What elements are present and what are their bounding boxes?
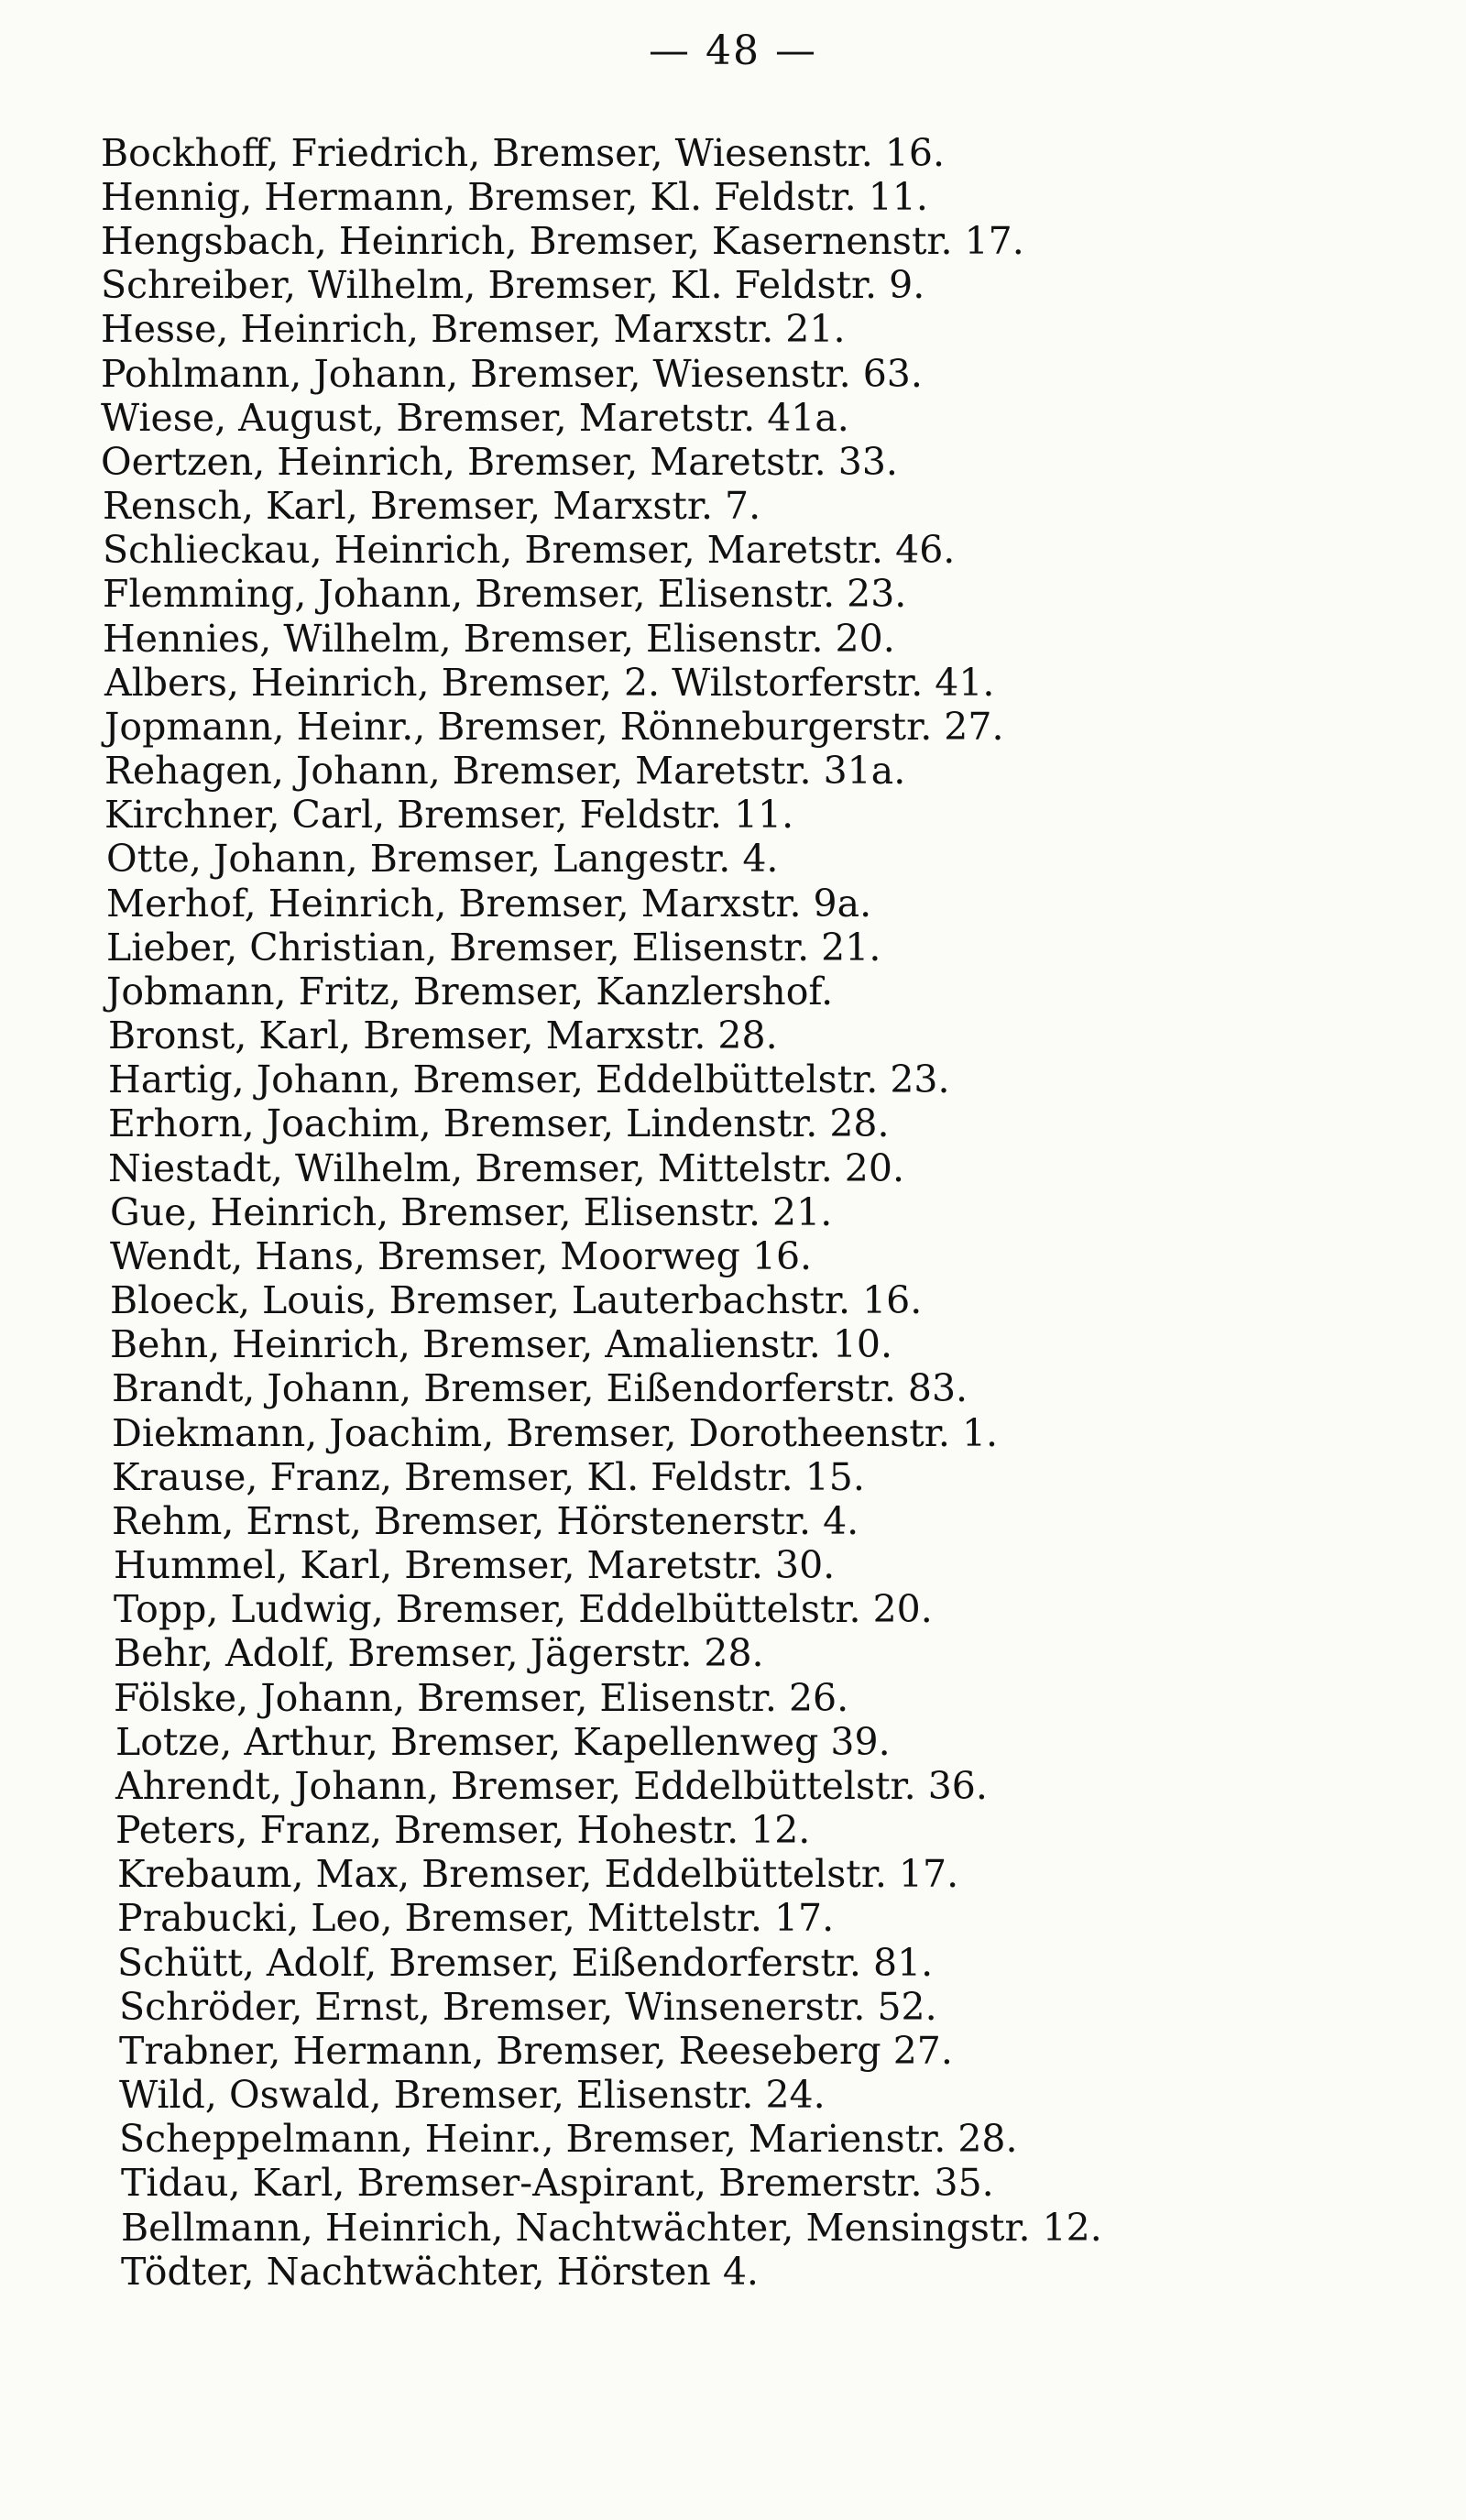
- directory-entry: Lotze, Arthur, Bremser, Kapellenweg 39.: [115, 1720, 891, 1764]
- directory-entry: Trabner, Hermann, Bremser, Reeseberg 27.: [119, 2029, 953, 2073]
- directory-entry: Flemming, Johann, Bremser, Elisenstr. 23.: [103, 572, 907, 616]
- directory-entry: Ahrendt, Johann, Bremser, Eddelbüttelstr. 36.: [115, 1764, 988, 1808]
- directory-entry: Scheppelmann, Heinr., Bremser, Marienstr. 28.: [119, 2117, 1018, 2161]
- directory-entry: Schröder, Ernst, Bremser, Winsenerstr. 52.: [119, 1985, 937, 2029]
- directory-entry: Bellmann, Heinrich, Nachtwächter, Mensingstr. 12.: [121, 2206, 1102, 2250]
- directory-entry: Brandt, Johann, Bremser, Eißendorferstr. 83.: [112, 1366, 968, 1410]
- directory-entry: Krebaum, Max, Bremser, Eddelbüttelstr. 17.: [117, 1852, 959, 1896]
- directory-entry: Gue, Heinrich, Bremser, Elisenstr. 21.: [110, 1190, 833, 1234]
- directory-entry: Jopmann, Heinr., Bremser, Rönneburgerstr. 27.: [104, 705, 1004, 749]
- directory-entry: Otte, Johann, Bremser, Langestr. 4.: [106, 837, 779, 881]
- directory-entry: Schreiber, Wilhelm, Bremser, Kl. Feldstr. 9.: [101, 263, 925, 307]
- directory-entry: Erhorn, Joachim, Bremser, Lindenstr. 28.: [108, 1101, 890, 1145]
- directory-entry: Diekmann, Joachim, Bremser, Dorotheenstr. 1.: [112, 1411, 999, 1455]
- directory-entry: Prabucki, Leo, Bremser, Mittelstr. 17.: [117, 1896, 835, 1940]
- directory-entry: Hummel, Karl, Bremser, Maretstr. 30.: [114, 1543, 836, 1587]
- directory-entry: Wiese, August, Bremser, Maretstr. 41a.: [101, 396, 849, 440]
- page-number: — 48 —: [649, 27, 817, 74]
- directory-entry: Krause, Franz, Bremser, Kl. Feldstr. 15.: [112, 1455, 865, 1499]
- directory-entry: Pohlmann, Johann, Bremser, Wiesenstr. 63.: [101, 352, 923, 396]
- directory-entry: Bronst, Karl, Bremser, Marxstr. 28.: [108, 1013, 778, 1057]
- directory-entry: Hesse, Heinrich, Bremser, Marxstr. 21.: [101, 307, 846, 351]
- directory-entry: Hennies, Wilhelm, Bremser, Elisenstr. 20.: [103, 617, 895, 661]
- directory-entry: Hennig, Hermann, Bremser, Kl. Feldstr. 11.: [101, 175, 928, 219]
- directory-entry: Topp, Ludwig, Bremser, Eddelbüttelstr. 20.: [114, 1587, 933, 1631]
- directory-entry: Bockhoff, Friedrich, Bremser, Wiesenstr. 16.: [101, 131, 945, 175]
- directory-entry: Peters, Franz, Bremser, Hohestr. 12.: [115, 1808, 811, 1852]
- directory-entry: Kirchner, Carl, Bremser, Feldstr. 11.: [104, 793, 794, 837]
- directory-entry: Bloeck, Louis, Bremser, Lauterbachstr. 16.: [110, 1278, 923, 1322]
- directory-entry: Lieber, Christian, Bremser, Elisenstr. 21.: [106, 926, 881, 970]
- directory-entry: Schlieckau, Heinrich, Bremser, Maretstr. 46.: [103, 528, 956, 572]
- directory-entry: Merhof, Heinrich, Bremser, Marxstr. 9a.: [106, 882, 872, 926]
- directory-entry: Hartig, Johann, Bremser, Eddelbüttelstr. 23.: [108, 1057, 950, 1101]
- directory-entry: Tidau, Karl, Bremser-Aspirant, Bremerstr. 35.: [121, 2161, 994, 2205]
- directory-entry: Jobmann, Fritz, Bremser, Kanzlershof.: [106, 970, 834, 1013]
- directory-entry: Wild, Oswald, Bremser, Elisenstr. 24.: [119, 2073, 826, 2117]
- directory-entry: Hengsbach, Heinrich, Bremser, Kasernenstr. 17.: [101, 219, 1024, 263]
- directory-entry: Fölske, Johann, Bremser, Elisenstr. 26.: [114, 1676, 849, 1720]
- directory-entry: Schütt, Adolf, Bremser, Eißendorferstr. 81.: [117, 1941, 934, 1985]
- directory-entry: Behr, Adolf, Bremser, Jägerstr. 28.: [114, 1631, 764, 1675]
- directory-entry: Wendt, Hans, Bremser, Moorweg 16.: [110, 1234, 813, 1278]
- directory-entry: Albers, Heinrich, Bremser, 2. Wilstorferstr. 41.: [104, 661, 995, 705]
- directory-entry: Rehm, Ernst, Bremser, Hörstenerstr. 4.: [112, 1499, 859, 1543]
- directory-entry: Rehagen, Johann, Bremser, Maretstr. 31a.: [104, 749, 906, 793]
- directory-entry: Niestadt, Wilhelm, Bremser, Mittelstr. 20.: [108, 1146, 905, 1190]
- directory-entry: Rensch, Karl, Bremser, Marxstr. 7.: [103, 484, 761, 528]
- directory-entry: Oertzen, Heinrich, Bremser, Maretstr. 33.: [101, 440, 898, 484]
- directory-entry: Behn, Heinrich, Bremser, Amalienstr. 10.: [110, 1322, 892, 1366]
- directory-entry: Tödter, Nachtwächter, Hörsten 4.: [121, 2250, 759, 2294]
